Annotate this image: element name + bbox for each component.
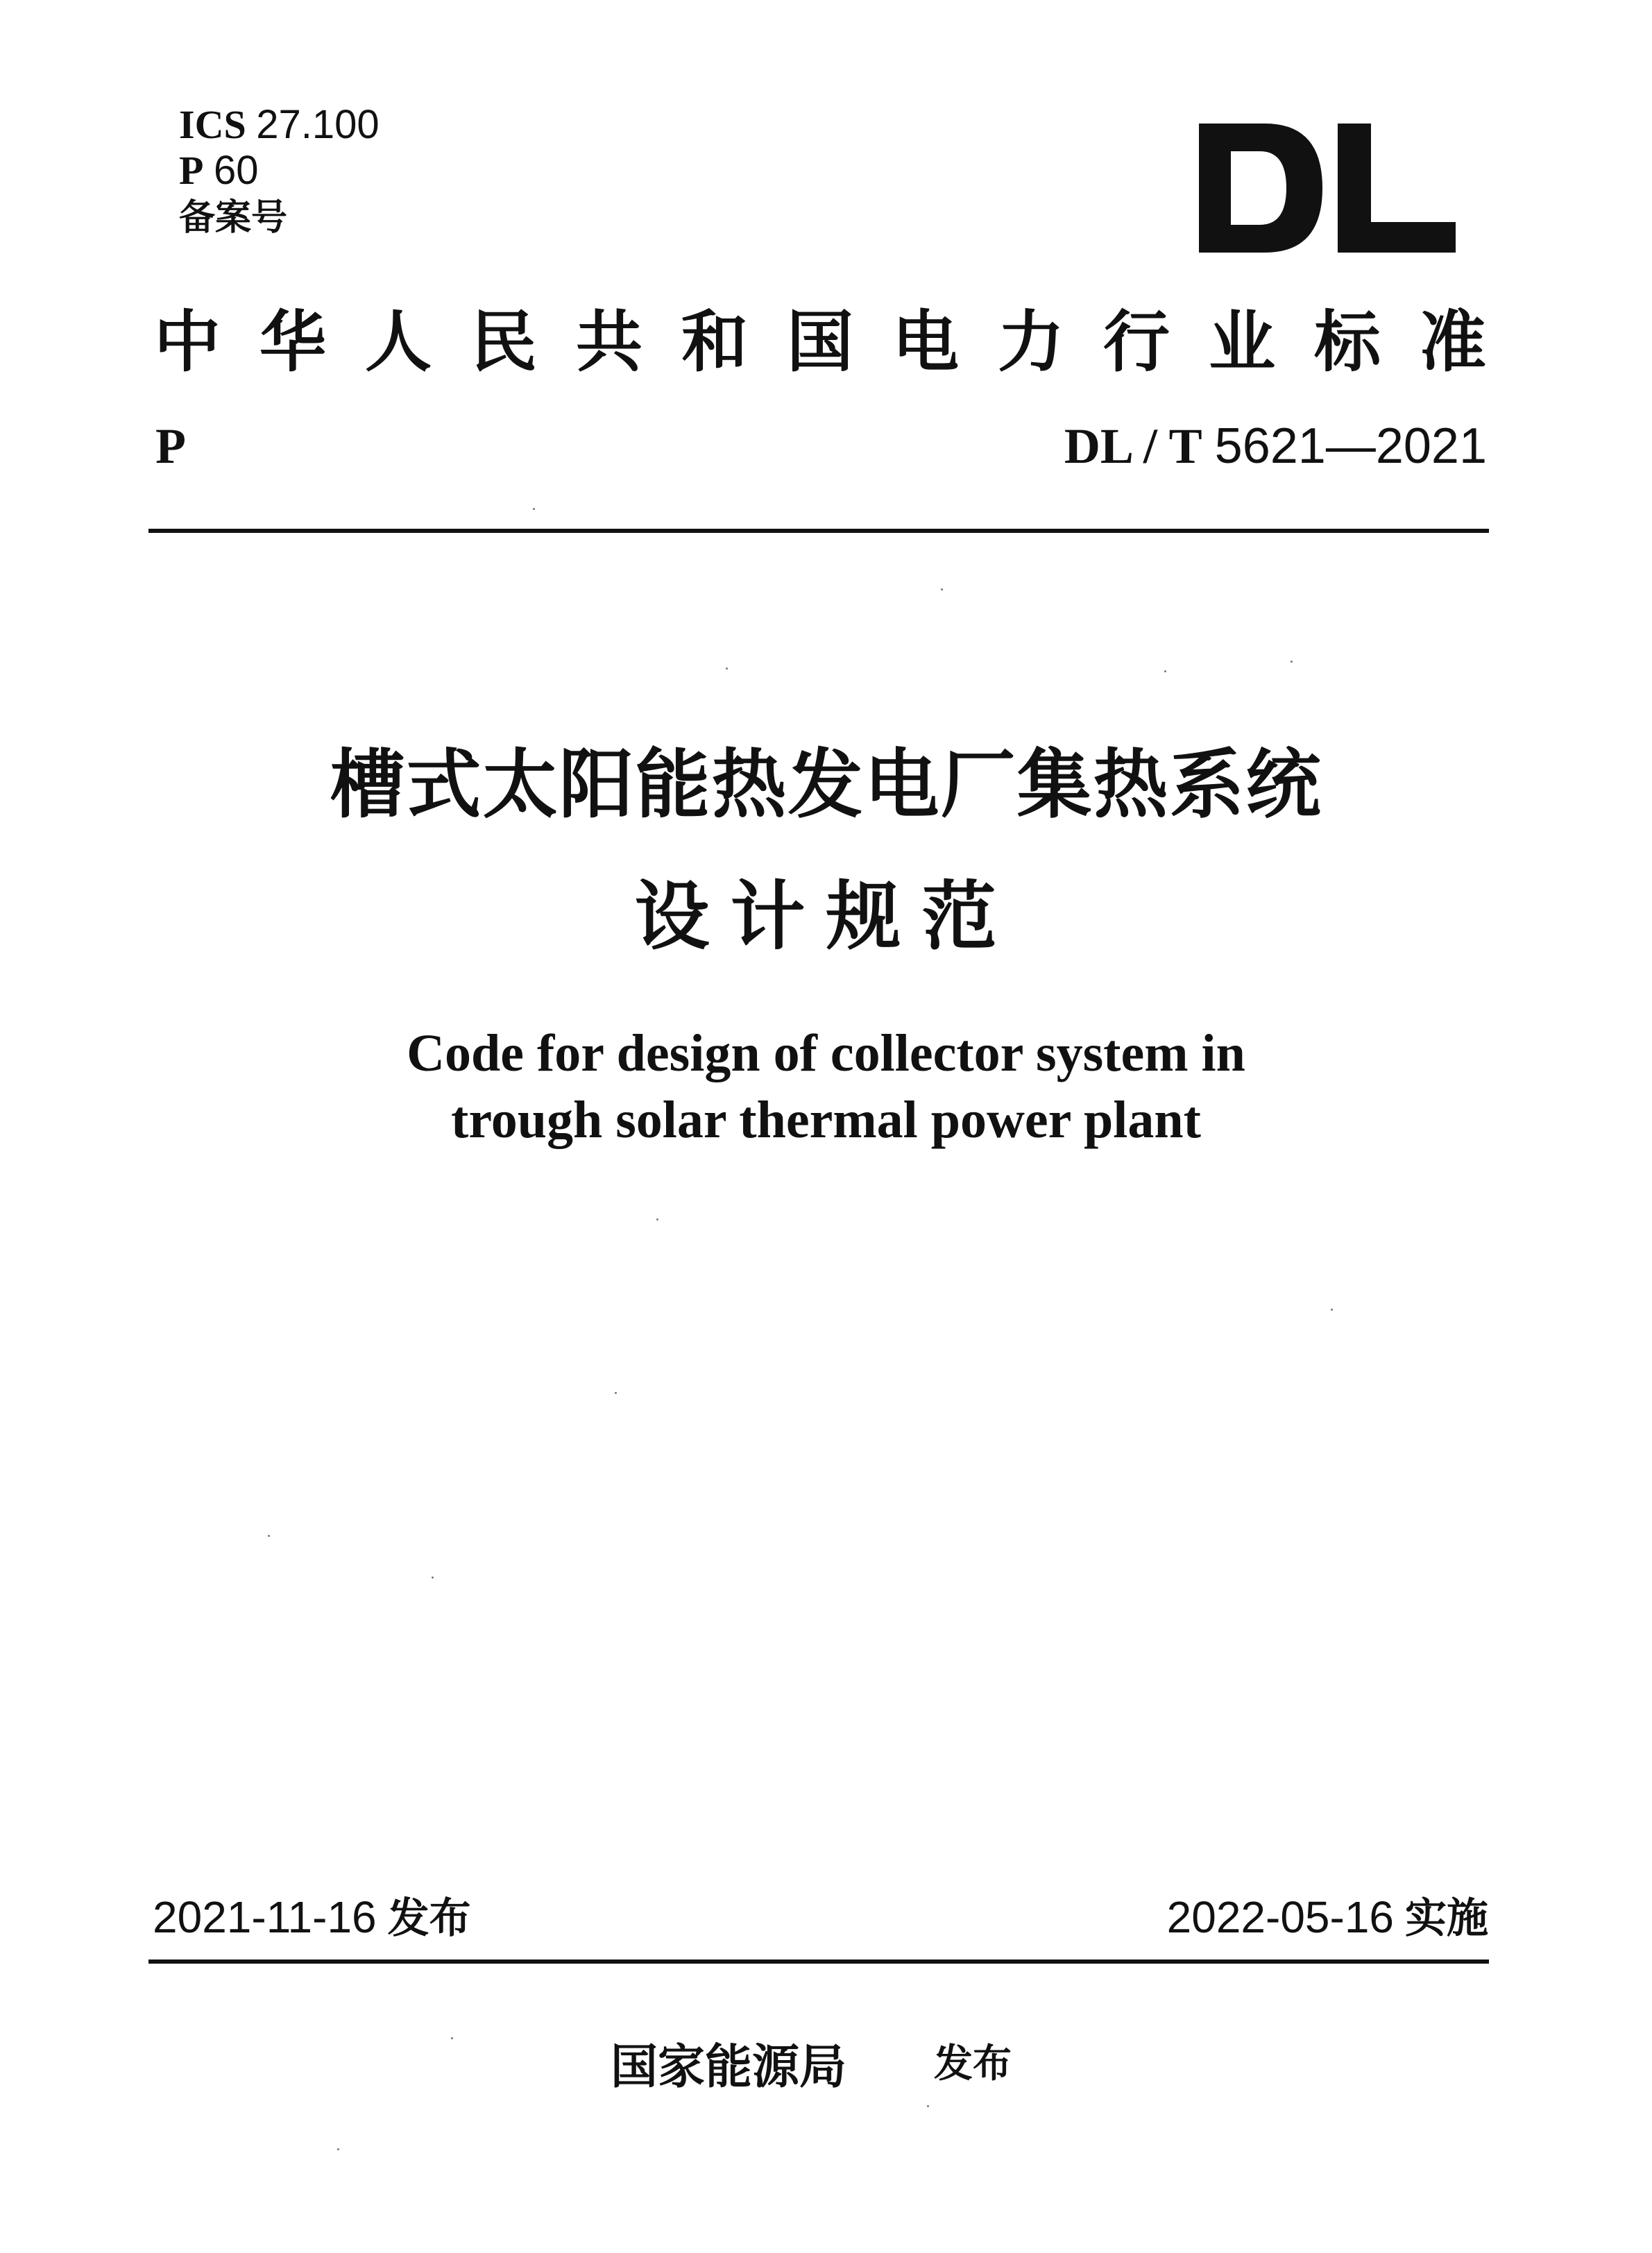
industry-standard-title-char: 准 bbox=[1420, 303, 1486, 381]
industry-standard-title-char: 国 bbox=[787, 303, 853, 381]
industry-standard-title bbox=[154, 297, 1486, 387]
scan-speck bbox=[615, 1392, 617, 1394]
ccs-number: 60 bbox=[213, 148, 259, 193]
issue-date bbox=[153, 1887, 471, 1948]
effective-date-label: 实施 bbox=[1405, 1894, 1488, 1943]
issue-date-label: 发布 bbox=[387, 1894, 471, 1943]
industry-standard-title-char: 和 bbox=[681, 303, 748, 381]
industry-standard-title-char: 业 bbox=[1209, 303, 1275, 381]
scan-speck bbox=[941, 588, 943, 590]
ics-code bbox=[179, 101, 380, 148]
ics-prefix: ICS bbox=[179, 102, 246, 147]
issuer-action: 发布 bbox=[934, 2041, 1012, 2086]
scan-speck bbox=[726, 668, 728, 670]
title-cn-line1: 槽式太阳能热发电厂集热系统 bbox=[330, 742, 1322, 828]
ccs-code bbox=[179, 147, 258, 194]
title-en-line2: trough solar thermal power plant bbox=[451, 1091, 1201, 1149]
scan-speck bbox=[927, 2105, 929, 2107]
scan-speck bbox=[1291, 661, 1293, 663]
title-en-line1: Code for design of collector system in bbox=[407, 1024, 1245, 1082]
scan-speck bbox=[432, 1576, 434, 1579]
ics-number: 27.100 bbox=[256, 102, 380, 147]
scan-speck bbox=[656, 1218, 658, 1221]
scan-speck bbox=[533, 508, 535, 510]
industry-standard-title-char: 华 bbox=[259, 303, 326, 381]
industry-standard-title-char: 人 bbox=[365, 303, 432, 381]
scan-speck bbox=[337, 2148, 339, 2150]
title-cn-line2: 设计规范 bbox=[634, 874, 1018, 960]
scan-speck bbox=[451, 2037, 453, 2039]
standard-number-prefix: DL / T bbox=[1064, 418, 1202, 474]
dl-logo bbox=[1199, 124, 1456, 253]
scan-speck bbox=[268, 1535, 270, 1537]
top-divider bbox=[148, 529, 1489, 533]
industry-standard-title-char: 民 bbox=[470, 303, 537, 381]
industry-standard-title-char: 中 bbox=[154, 303, 221, 381]
record-number-label: 备案号 bbox=[179, 197, 288, 239]
industry-standard-title-char: 共 bbox=[576, 303, 642, 381]
category-letter: P bbox=[155, 418, 186, 474]
industry-standard-title-char: 电 bbox=[892, 303, 959, 381]
industry-standard-title-char: 行 bbox=[1103, 303, 1170, 381]
industry-standard-title-char: 标 bbox=[1314, 303, 1381, 381]
ccs-prefix: P bbox=[179, 148, 204, 193]
bottom-divider bbox=[148, 1959, 1489, 1964]
effective-date bbox=[1167, 1887, 1488, 1948]
industry-standard-title-char: 力 bbox=[998, 303, 1064, 381]
scan-speck bbox=[1331, 1309, 1333, 1311]
standard-number bbox=[1064, 415, 1487, 477]
effective-date-value: 2022-05-16 bbox=[1166, 1892, 1394, 1942]
issuer-name: 国家能源局 bbox=[611, 2039, 847, 2095]
scan-speck bbox=[1164, 670, 1166, 672]
standard-number-value: 5621—2021 bbox=[1214, 418, 1487, 474]
issue-date-value: 2021-11-16 bbox=[153, 1892, 377, 1942]
